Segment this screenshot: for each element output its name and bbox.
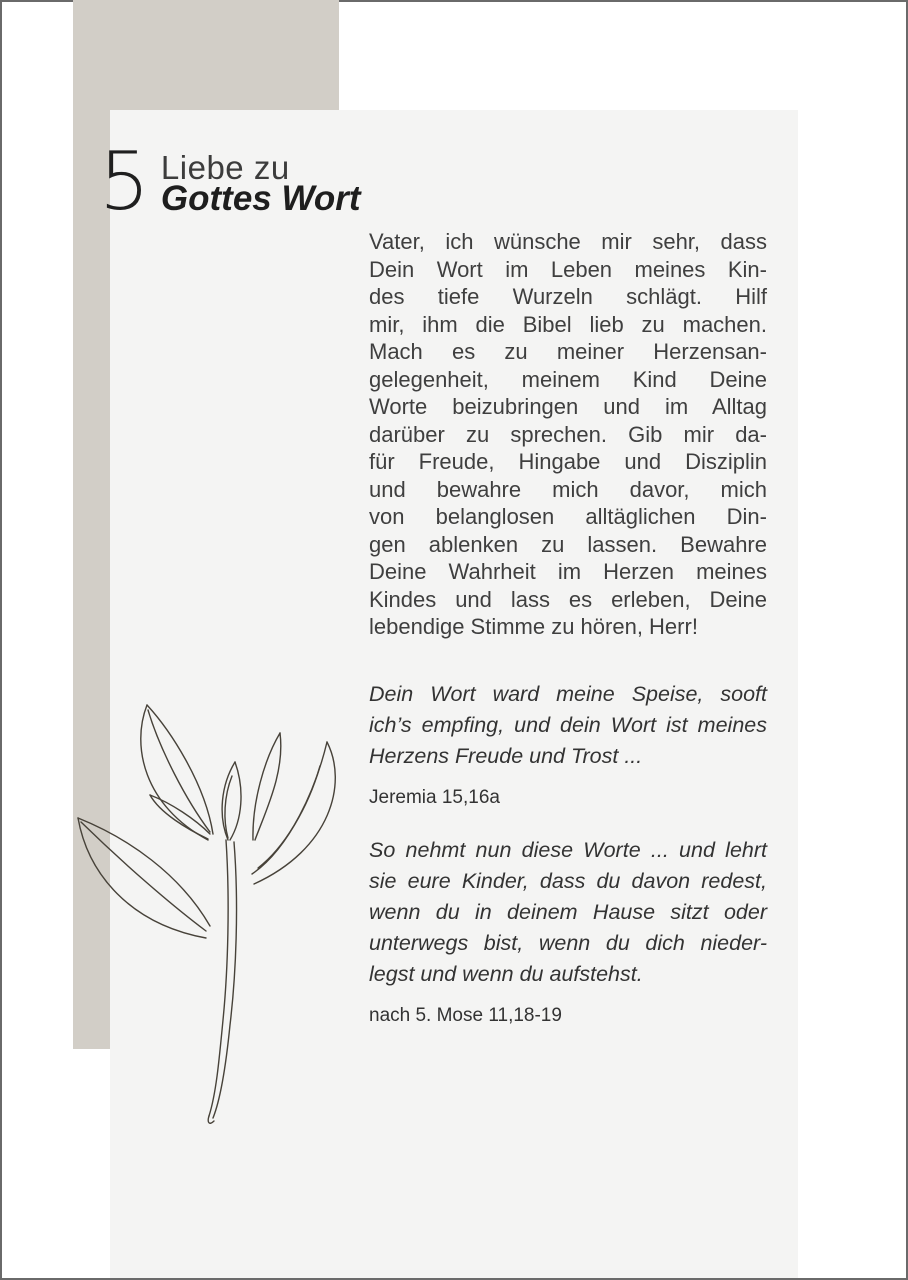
chapter-number: 5 — [99, 135, 148, 228]
scripture-reference-jeremiah: Jeremia 15,16a — [369, 787, 500, 808]
text-column — [369, 0, 767, 1280]
quote-line: Herzens Freude und Trost ... — [369, 744, 643, 768]
chapter-title — [160, 149, 361, 218]
chapter-heading — [99, 135, 361, 228]
prayer-line: Worte beizubringen und im Alltag — [369, 394, 767, 419]
quote-line: wenn du in deinem Hause sitzt oder — [369, 900, 767, 924]
leaf-branch-icon — [58, 688, 358, 1138]
chapter-title-line1: Liebe zu — [160, 149, 290, 186]
prayer-paragraph — [369, 228, 767, 641]
prayer-line: mir, ihm die Bibel lieb zu machen. — [369, 311, 767, 337]
chapter-title-line2: Gottes Wort — [160, 179, 361, 218]
scripture-quote-mose — [369, 835, 767, 990]
quote-line: unterwegs bist, wenn du dich nieder- — [369, 931, 767, 955]
prayer-line: gelegenheit, meinem Kind Deine — [369, 366, 767, 392]
prayer-line: Kindes und lass es erleben, Deine — [369, 586, 767, 612]
prayer-line: Vater, ich wünsche mir sehr, dass — [369, 229, 767, 254]
prayer-line: Deine Wahrheit im Herzen meines — [369, 559, 767, 584]
prayer-line: lebendige Stimme zu hören, Herr! — [369, 614, 698, 639]
prayer-line: gen ablenken zu lassen. Bewahre — [369, 531, 767, 557]
quote-line: ich’s empfing, und dein Wort ist meines — [369, 713, 767, 737]
prayer-line: Dein Wort im Leben meines Kin- — [369, 256, 767, 282]
prayer-line: darüber zu sprechen. Gib mir da- — [369, 421, 767, 447]
prayer-line: für Freude, Hingabe und Disziplin — [369, 449, 767, 474]
quote-line: Dein Wort ward meine Speise, sooft — [369, 682, 767, 706]
scripture-quote-jeremiah — [369, 679, 767, 772]
quote-line: sie eure Kinder, dass du davon redest, — [369, 869, 767, 893]
leaf-branch-illustration — [58, 688, 358, 1138]
prayer-line: Mach es zu meiner Herzensan- — [369, 339, 767, 364]
prayer-line: von belanglosen alltäglichen Din- — [369, 504, 767, 529]
quote-line: legst und wenn du aufstehst. — [369, 962, 643, 986]
scripture-reference-mose: nach 5. Mose 11,18-19 — [369, 1005, 562, 1026]
quote-line: So nehmt nun diese Worte ... und lehrt — [369, 838, 767, 862]
prayer-line: des tiefe Wurzeln schlägt. Hilf — [369, 284, 767, 309]
prayer-line: und bewahre mich davor, mich — [369, 476, 767, 502]
